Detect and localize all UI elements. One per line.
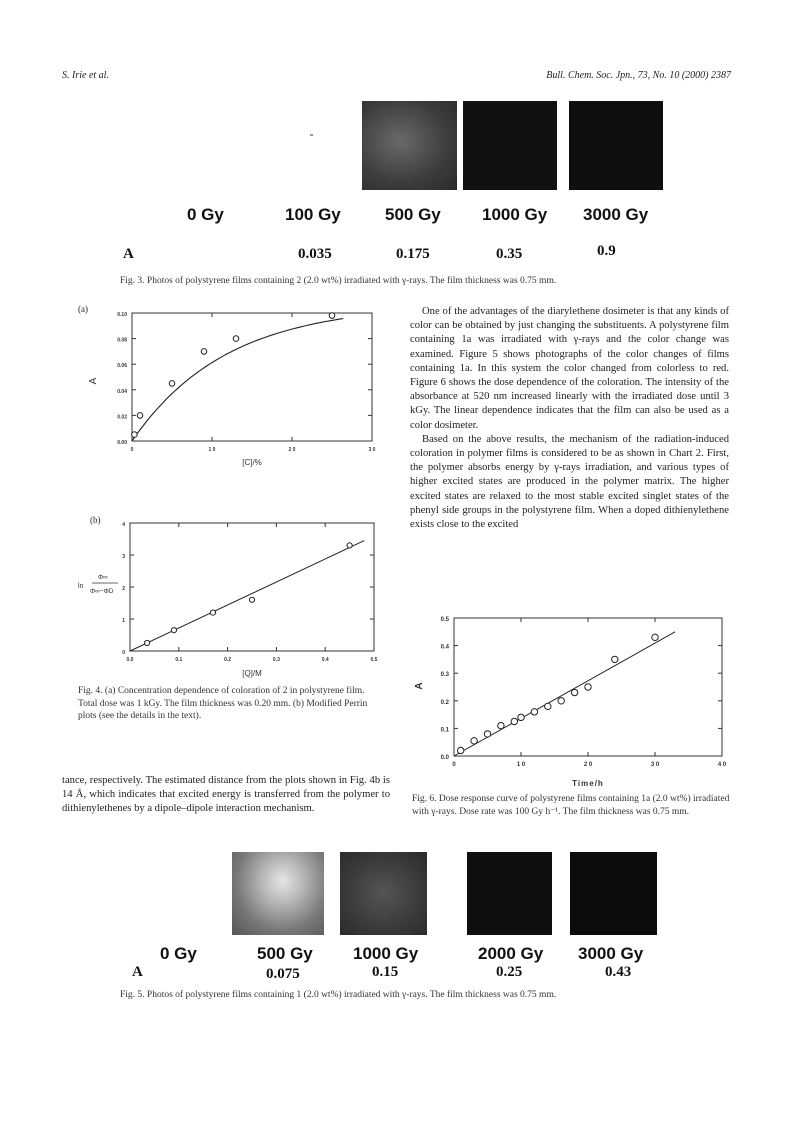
y-tick-label: 0 [122,650,125,656]
y-tick-label: 4 [122,522,125,528]
data-point [458,747,464,753]
y-tick-label: 0.02 [117,414,127,421]
running-header-authors: S. Irie et al. [62,70,109,81]
data-point [132,432,138,438]
y-tick-label: 0.08 [117,337,127,344]
y-tick-label: 3 [122,554,125,560]
fig4a-chart [80,305,390,470]
data-point [518,714,524,720]
y-tick-label: 0.3 [440,672,449,679]
x-tick-label: 1 0 [208,447,216,453]
x-tick-label: 0.3 [272,657,280,663]
data-point [144,640,149,645]
fig3-dose-label: 100 Gy [285,205,341,224]
fig4-caption: Fig. 4. (a) Concentration dependence of coloration of 2 in polystyrene film. Total dose was 1 kGy. The film thickness was 0.20 mm. (b) Modified Perrin plots (see the details in the text). [78,686,368,721]
body-text-left [62,774,390,817]
y-tick-label: 0.0 [440,755,449,761]
x-tick-label: 0.1 [175,657,183,663]
fig6-chart [400,610,740,790]
fig3-dose-label: 1000 Gy [482,205,548,224]
fig5-absorbance-value: 0.15 [372,964,399,980]
fig5-absorbance-value: 0.075 [266,966,300,982]
y-tick-label: 0.2 [440,699,449,706]
x-tick-label: 0.0 [126,657,134,663]
fig3-dose-label: 3000 Gy [583,205,649,224]
x-tick-label: 2 0 [288,447,296,453]
y-tick-label: 0.4 [440,644,449,651]
fig3-absorbance-value: 0.35 [496,246,523,262]
data-point [210,610,215,615]
body-text-right [410,305,729,532]
x-tick-label: 3 0 [368,447,376,453]
fig3-photo-1000gy [463,101,557,190]
plot-frame [132,313,372,441]
data-point [233,336,239,342]
x-axis-label: [Q]/M [242,669,262,678]
running-header-journal: Bull. Chem. Soc. Jpn., 73, No. 10 (2000) 2387 [546,70,731,81]
data-point [484,731,490,737]
x-tick-label: 0.4 [321,657,329,663]
x-tick-label: 0 [130,447,134,453]
fig6-caption: Fig. 6. Dose response curve of polystyrene films containing 1a (2.0 wt%) irradiated with γ-rays. Dose rate was 100 Gy h⁻¹. The film thickness was 0.75 mm. [412,794,730,817]
y-axis-label-denominator: Φ∞−ΦD [90,588,114,595]
data-point [347,543,352,548]
fig5-photo-1000gy [340,852,427,935]
y-tick-label: 0.06 [117,363,127,370]
fig5-absorbance-value: 0.25 [496,964,523,980]
fig5-dose-label: 2000 Gy [478,944,544,963]
x-tick-label: 1 0 [516,762,526,768]
data-point [558,698,564,704]
data-point [545,703,551,709]
data-point [511,718,517,724]
fig5-dose-label: 500 Gy [257,944,313,963]
fig5-photo-3000gy [570,852,657,935]
fig4a-panel-label: (a) [78,304,88,314]
paragraph: tance, respectively. The estimated distance from the plots shown in Fig. 4b is 14 Å, which indicates that excited energy is transferred from the polymer to dithienylethenes by a dipole–dipole interaction mechanism. [62,775,390,815]
fig5-absorbance-label: A [132,964,143,980]
data-point [585,684,591,690]
fig3-photo-500gy [362,101,457,190]
data-point [249,597,254,602]
fig3-dose-label: 0 Gy [187,205,224,224]
fig4b-panel-label: (b) [90,515,101,525]
paragraph: Based on the above results, the mechanism of the radiation-induced coloration in polymer films is considered to be as shown in Chart 2. First, the polymer absorbs energy by γ-rays irradiation, and various types of higher excited states are produced in the polymer matrix. The higher excited states are relaxed to the most stable excited singlet states of the phenyl side groups in the polystyrene film. When a doped dithienylethene exists close to the excited [410,433,729,531]
y-axis-label-ln: ln [78,583,84,590]
fig3-dose-label: 500 Gy [385,205,441,224]
y-axis-label-numerator: Φ∞ [98,574,108,581]
fig3-speck [310,134,313,136]
fig3-photo-3000gy [569,101,663,190]
fig5-absorbance-value: 0.43 [605,964,632,980]
data-point [329,313,335,319]
fig5-caption: Fig. 5. Photos of polystyrene films containing 1 (2.0 wt%) irradiated with γ-rays. The film thickness was 0.75 mm. [120,990,557,1000]
fig5-dose-label: 0 Gy [160,944,197,963]
data-point [531,709,537,715]
fig4b-chart [78,515,390,680]
fig3-caption: Fig. 3. Photos of polystyrene films containing 2 (2.0 wt%) irradiated with γ-rays. The film thickness was 0.75 mm. [120,276,557,286]
paragraph: One of the advantages of the diarylethene dosimeter is that any kinds of color can be obtained by just changing the substituents. A polystyrene film containing 1a was irradiated with γ-rays and the color change was examined. Figure 5 shows photographs of the color changes of films containing 1a. In this system the color changed from colorless to red. Figure 6 shows the dose dependence of the coloration. The intensity of the absorbance at 520 nm increased linearly with the irradiated dose until 3 kGy. The linear dependence indicates that the film can also be used as a color dosimeter. [410,306,729,431]
plot-frame [130,523,374,651]
data-point [201,349,207,355]
y-tick-label: 0.04 [117,388,127,395]
data-point [471,738,477,744]
data-point [498,722,504,728]
fig5-photo-500gy [232,852,324,935]
x-axis-label: Time/h [572,779,604,788]
data-point [137,413,143,419]
y-axis-label: A [88,377,99,385]
data-point [652,634,658,640]
fig3-absorbance-value: 0.035 [298,246,332,262]
y-tick-label: 2 [122,586,125,592]
fig5-dose-label: 1000 Gy [353,944,419,963]
y-tick-label: 1 [122,618,125,624]
y-tick-label: 0.10 [117,312,127,318]
y-axis-label: A [414,682,425,690]
data-point [571,689,577,695]
y-tick-label: 0.5 [440,617,449,623]
fig3-absorbance-label: A [123,246,134,262]
fig3-absorbance-value: 0.175 [396,246,430,262]
x-tick-label: 4 0 [717,762,727,768]
x-tick-label: 0.5 [370,657,378,663]
x-axis-label: [C]/% [242,458,262,467]
x-tick-label: 0 [452,762,456,768]
x-tick-label: 2 0 [583,762,593,768]
fit-line [130,541,364,651]
data-point [612,656,618,662]
fig5-photo-2000gy [467,852,552,935]
fig5-dose-label: 3000 Gy [578,944,644,963]
data-point [169,381,175,387]
x-tick-label: 3 0 [650,762,660,768]
y-tick-label: 0.00 [117,440,127,446]
x-tick-label: 0.2 [224,657,232,663]
data-point [171,628,176,633]
y-tick-label: 0.1 [440,727,449,734]
fig3-absorbance-value: 0.9 [597,243,616,259]
